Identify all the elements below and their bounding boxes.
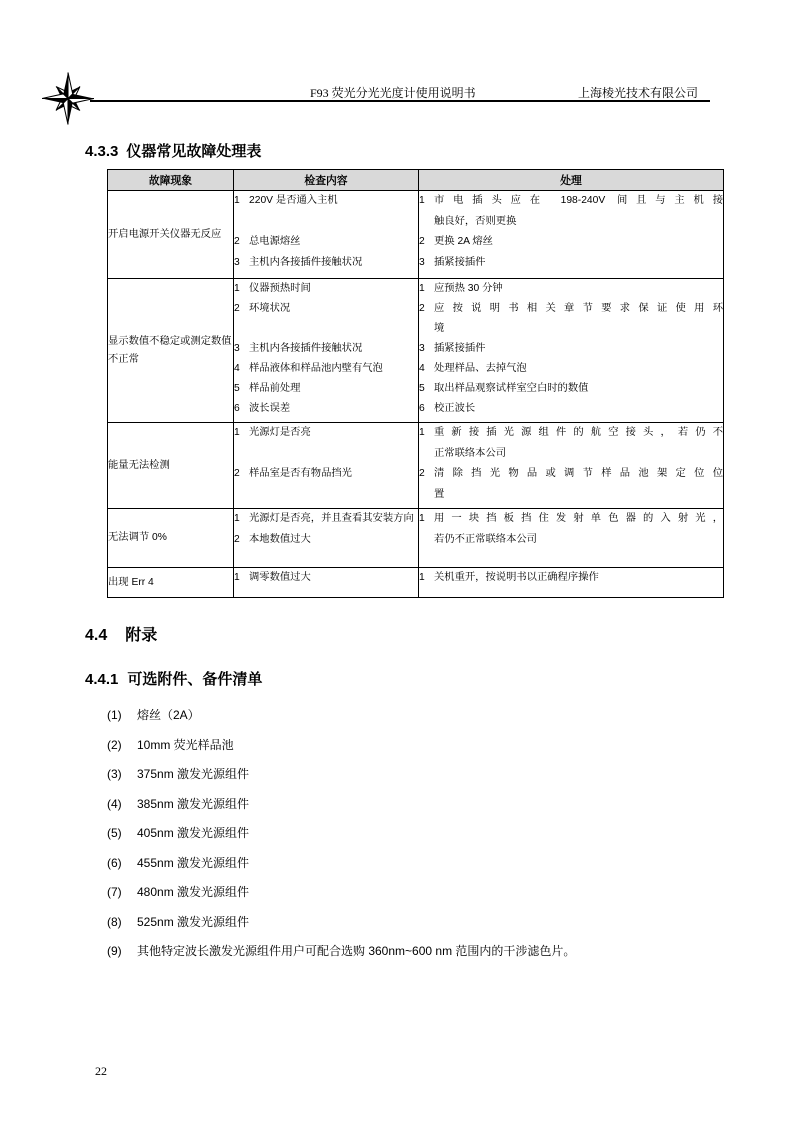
column-header-check: 检查内容	[234, 170, 419, 191]
table-body	[108, 191, 724, 598]
section-number: 4.3.3	[85, 143, 119, 160]
list-item	[107, 798, 575, 811]
item-text: 本地数值过大	[249, 533, 311, 545]
remedy-cell	[419, 509, 724, 568]
item-text: 市电插头应在 198-240V 间且与主机接	[434, 195, 723, 206]
table-row	[108, 191, 724, 279]
section-title: 仪器常见故障处理表	[126, 143, 262, 160]
list-item-number: (5)	[107, 826, 122, 840]
item-text: 样品液体和样品池内壁有气泡	[249, 363, 383, 374]
item-text: 插紧接插件	[434, 343, 486, 354]
item-number	[419, 319, 434, 339]
item-number: 6	[234, 403, 240, 414]
troubleshooting-table	[107, 169, 724, 598]
item-number: 4	[419, 363, 425, 374]
item-text: 置	[434, 488, 445, 500]
item-number: 2	[419, 236, 425, 247]
item-number: 6	[419, 403, 425, 414]
cell-line	[419, 253, 723, 274]
remedy-cell	[419, 423, 724, 509]
list-item	[107, 886, 575, 899]
list-item-text: 525nm 激发光源组件	[137, 914, 250, 929]
item-text: 更换 2A 熔丝	[434, 236, 493, 247]
item-number	[234, 444, 249, 465]
list-item-text: 455nm 激发光源组件	[137, 855, 250, 870]
list-item-text: 10mm 荧光样品池	[137, 737, 234, 752]
section-heading-4-4-1	[85, 668, 262, 689]
header-doc-title: F93 荧光分光光度计使用说明书	[310, 86, 476, 100]
item-text: 用一块挡板挡住发射单色器的入射光，	[434, 513, 723, 524]
item-text	[249, 444, 418, 465]
item-number: 1	[419, 195, 425, 206]
item-text: 光源灯是否亮，并且查看其安装方向	[249, 513, 414, 524]
check-cell	[234, 509, 419, 568]
item-text: 样品室是否有物品挡光	[249, 468, 352, 479]
cell-line	[419, 423, 723, 444]
item-text: 光源灯是否亮	[249, 427, 311, 438]
item-number: 2	[234, 468, 240, 479]
list-item-text: 405nm 激发光源组件	[137, 826, 250, 840]
list-item-text: 熔丝（2A）	[137, 708, 200, 722]
remedy-cell	[419, 279, 724, 423]
symptom-cell: 开启电源开关仪器无反应	[108, 191, 234, 279]
cell-line	[234, 253, 418, 274]
list-item	[107, 739, 575, 752]
list-item-number: (8)	[107, 914, 122, 929]
cell-line	[419, 464, 723, 485]
symptom-cell: 显示数值不稳定或测定数值不正常	[108, 279, 234, 423]
item-text: 清除挡光物品或调节样品池架定位位	[434, 468, 723, 479]
item-number	[419, 530, 434, 551]
list-item	[107, 857, 575, 870]
cell-line	[234, 359, 418, 379]
cell-line	[419, 509, 723, 530]
item-text: 关机重开，按说明书以正确程序操作	[434, 572, 599, 583]
check-cell	[234, 423, 419, 509]
cell-line	[419, 530, 723, 551]
list-item-number: (4)	[107, 796, 122, 811]
item-number: 1	[234, 195, 240, 206]
item-number: 1	[419, 283, 425, 294]
item-text: 环境状况	[249, 303, 291, 314]
item-number: 1	[419, 513, 425, 524]
list-item-number: (9)	[107, 944, 122, 958]
remedy-cell	[419, 568, 724, 598]
list-item-number: (1)	[107, 708, 122, 722]
item-text: 主机内各接插件接触状况	[249, 256, 363, 268]
item-text: 校正波长	[434, 403, 476, 414]
item-text: 正常联络本公司	[434, 447, 507, 459]
cell-line	[234, 339, 418, 359]
item-number: 3	[419, 343, 425, 354]
section-number: 4.4	[85, 627, 108, 644]
section-title: 可选附件、备件清单	[127, 671, 263, 688]
list-item	[107, 916, 575, 929]
item-number: 2	[234, 236, 240, 247]
cell-line	[234, 379, 418, 399]
item-text: 触良好，否则更换	[434, 215, 517, 227]
cell-line	[234, 232, 418, 253]
item-text: 样品前处理	[249, 383, 301, 394]
item-text: 应按说明书相关章节要求保证使用环	[434, 303, 723, 314]
item-text: 调零数值过大	[249, 572, 311, 583]
cell-line	[419, 299, 723, 319]
item-number: 5	[234, 383, 240, 394]
symptom-cell: 出现 Err 4	[108, 568, 234, 598]
item-number	[419, 485, 434, 506]
remedy-cell	[419, 191, 724, 279]
list-item-text: 385nm 激发光源组件	[137, 796, 250, 811]
item-text: 处理样品、去掉气泡	[434, 363, 527, 374]
item-number	[419, 212, 434, 233]
cell-line	[419, 485, 723, 506]
accessories-list	[107, 709, 575, 975]
list-item-number: (2)	[107, 737, 122, 752]
page-number: 22	[95, 1064, 107, 1078]
item-text: 境	[434, 323, 445, 334]
item-number: 1	[234, 427, 240, 438]
cell-line	[419, 319, 723, 339]
item-number: 1	[419, 427, 425, 438]
cell-line	[234, 568, 418, 589]
list-item-number: (3)	[107, 767, 122, 781]
item-number: 3	[234, 343, 240, 354]
item-text: 插紧接插件	[434, 256, 486, 268]
item-number: 2	[234, 303, 240, 314]
check-cell	[234, 568, 419, 598]
item-text: 应预热 30 分钟	[434, 283, 503, 294]
cell-line	[419, 279, 723, 299]
cell-line	[234, 464, 418, 485]
section-heading-4-3-3	[85, 140, 261, 161]
check-cell	[234, 279, 419, 423]
table-row	[108, 568, 724, 598]
cell-line	[234, 399, 418, 419]
cell-line	[419, 212, 723, 233]
item-text: 波长误差	[249, 403, 291, 414]
item-text: 取出样品观察试样室空白时的数值	[434, 383, 589, 394]
column-header-remedy: 处理	[419, 170, 724, 191]
item-text: 总电源熔丝	[249, 236, 301, 247]
cell-line	[234, 423, 418, 444]
compass-rose-logo-icon	[42, 71, 94, 126]
item-number	[419, 444, 434, 465]
list-item	[107, 709, 575, 722]
item-number: 4	[234, 363, 240, 374]
item-number	[234, 212, 249, 233]
cell-line	[419, 399, 723, 419]
item-number: 1	[234, 513, 240, 524]
symptom-cell: 能量无法检测	[108, 423, 234, 509]
column-header-symptom: 故障现象	[108, 170, 234, 191]
cell-line	[419, 444, 723, 465]
list-item-number: (7)	[107, 885, 122, 899]
list-item-number: (6)	[107, 855, 122, 870]
item-number: 1	[419, 572, 425, 583]
list-item-text: 375nm 激发光源组件	[137, 767, 250, 781]
cell-line	[234, 299, 418, 319]
item-text: 220V 是否通入主机	[249, 195, 338, 206]
item-text: 仪器预热时间	[249, 283, 311, 294]
header-company-name: 上海棱光技术有限公司	[577, 86, 698, 100]
table-row	[108, 279, 724, 423]
cell-line	[419, 191, 723, 212]
list-item	[107, 945, 575, 958]
item-text: 主机内各接插件接触状况	[249, 343, 363, 354]
list-item	[107, 768, 575, 781]
spacer-line	[234, 444, 418, 465]
item-number: 3	[234, 256, 240, 268]
cell-line	[234, 191, 418, 212]
table-row	[108, 423, 724, 509]
list-item-text: 其他特定波长激发光源组件用户可配合选购 360nm~600 nm 范围内的干涉滤色片。	[137, 944, 576, 958]
item-number: 1	[234, 283, 240, 294]
spacer-line	[234, 319, 418, 339]
item-text	[249, 319, 418, 339]
list-item-text: 480nm 激发光源组件	[137, 885, 250, 899]
section-title: 附录	[125, 627, 158, 644]
item-number: 3	[419, 256, 425, 268]
cell-line	[419, 568, 723, 589]
item-number: 2	[419, 468, 425, 479]
item-number: 1	[234, 572, 240, 583]
item-text	[249, 212, 418, 233]
table-header-row	[108, 170, 724, 191]
cell-line	[234, 279, 418, 299]
section-number: 4.4.1	[85, 671, 119, 688]
cell-line	[419, 379, 723, 399]
cell-line	[419, 339, 723, 359]
check-cell	[234, 191, 419, 279]
spacer-line	[234, 212, 418, 233]
item-number: 2	[234, 533, 240, 545]
item-text: 若仍不正常联络本公司	[434, 533, 537, 545]
symptom-cell: 无法调节 0%	[108, 509, 234, 568]
cell-line	[234, 530, 418, 551]
item-text: 重新接插光源组件的航空接头，若仍不	[434, 427, 723, 438]
list-item	[107, 827, 575, 840]
table-row	[108, 509, 724, 568]
item-number: 5	[419, 383, 425, 394]
section-heading-4-4	[85, 622, 157, 645]
cell-line	[419, 232, 723, 253]
cell-line	[419, 359, 723, 379]
item-number: 2	[419, 303, 425, 314]
cell-line	[234, 509, 418, 530]
item-number	[234, 319, 249, 339]
